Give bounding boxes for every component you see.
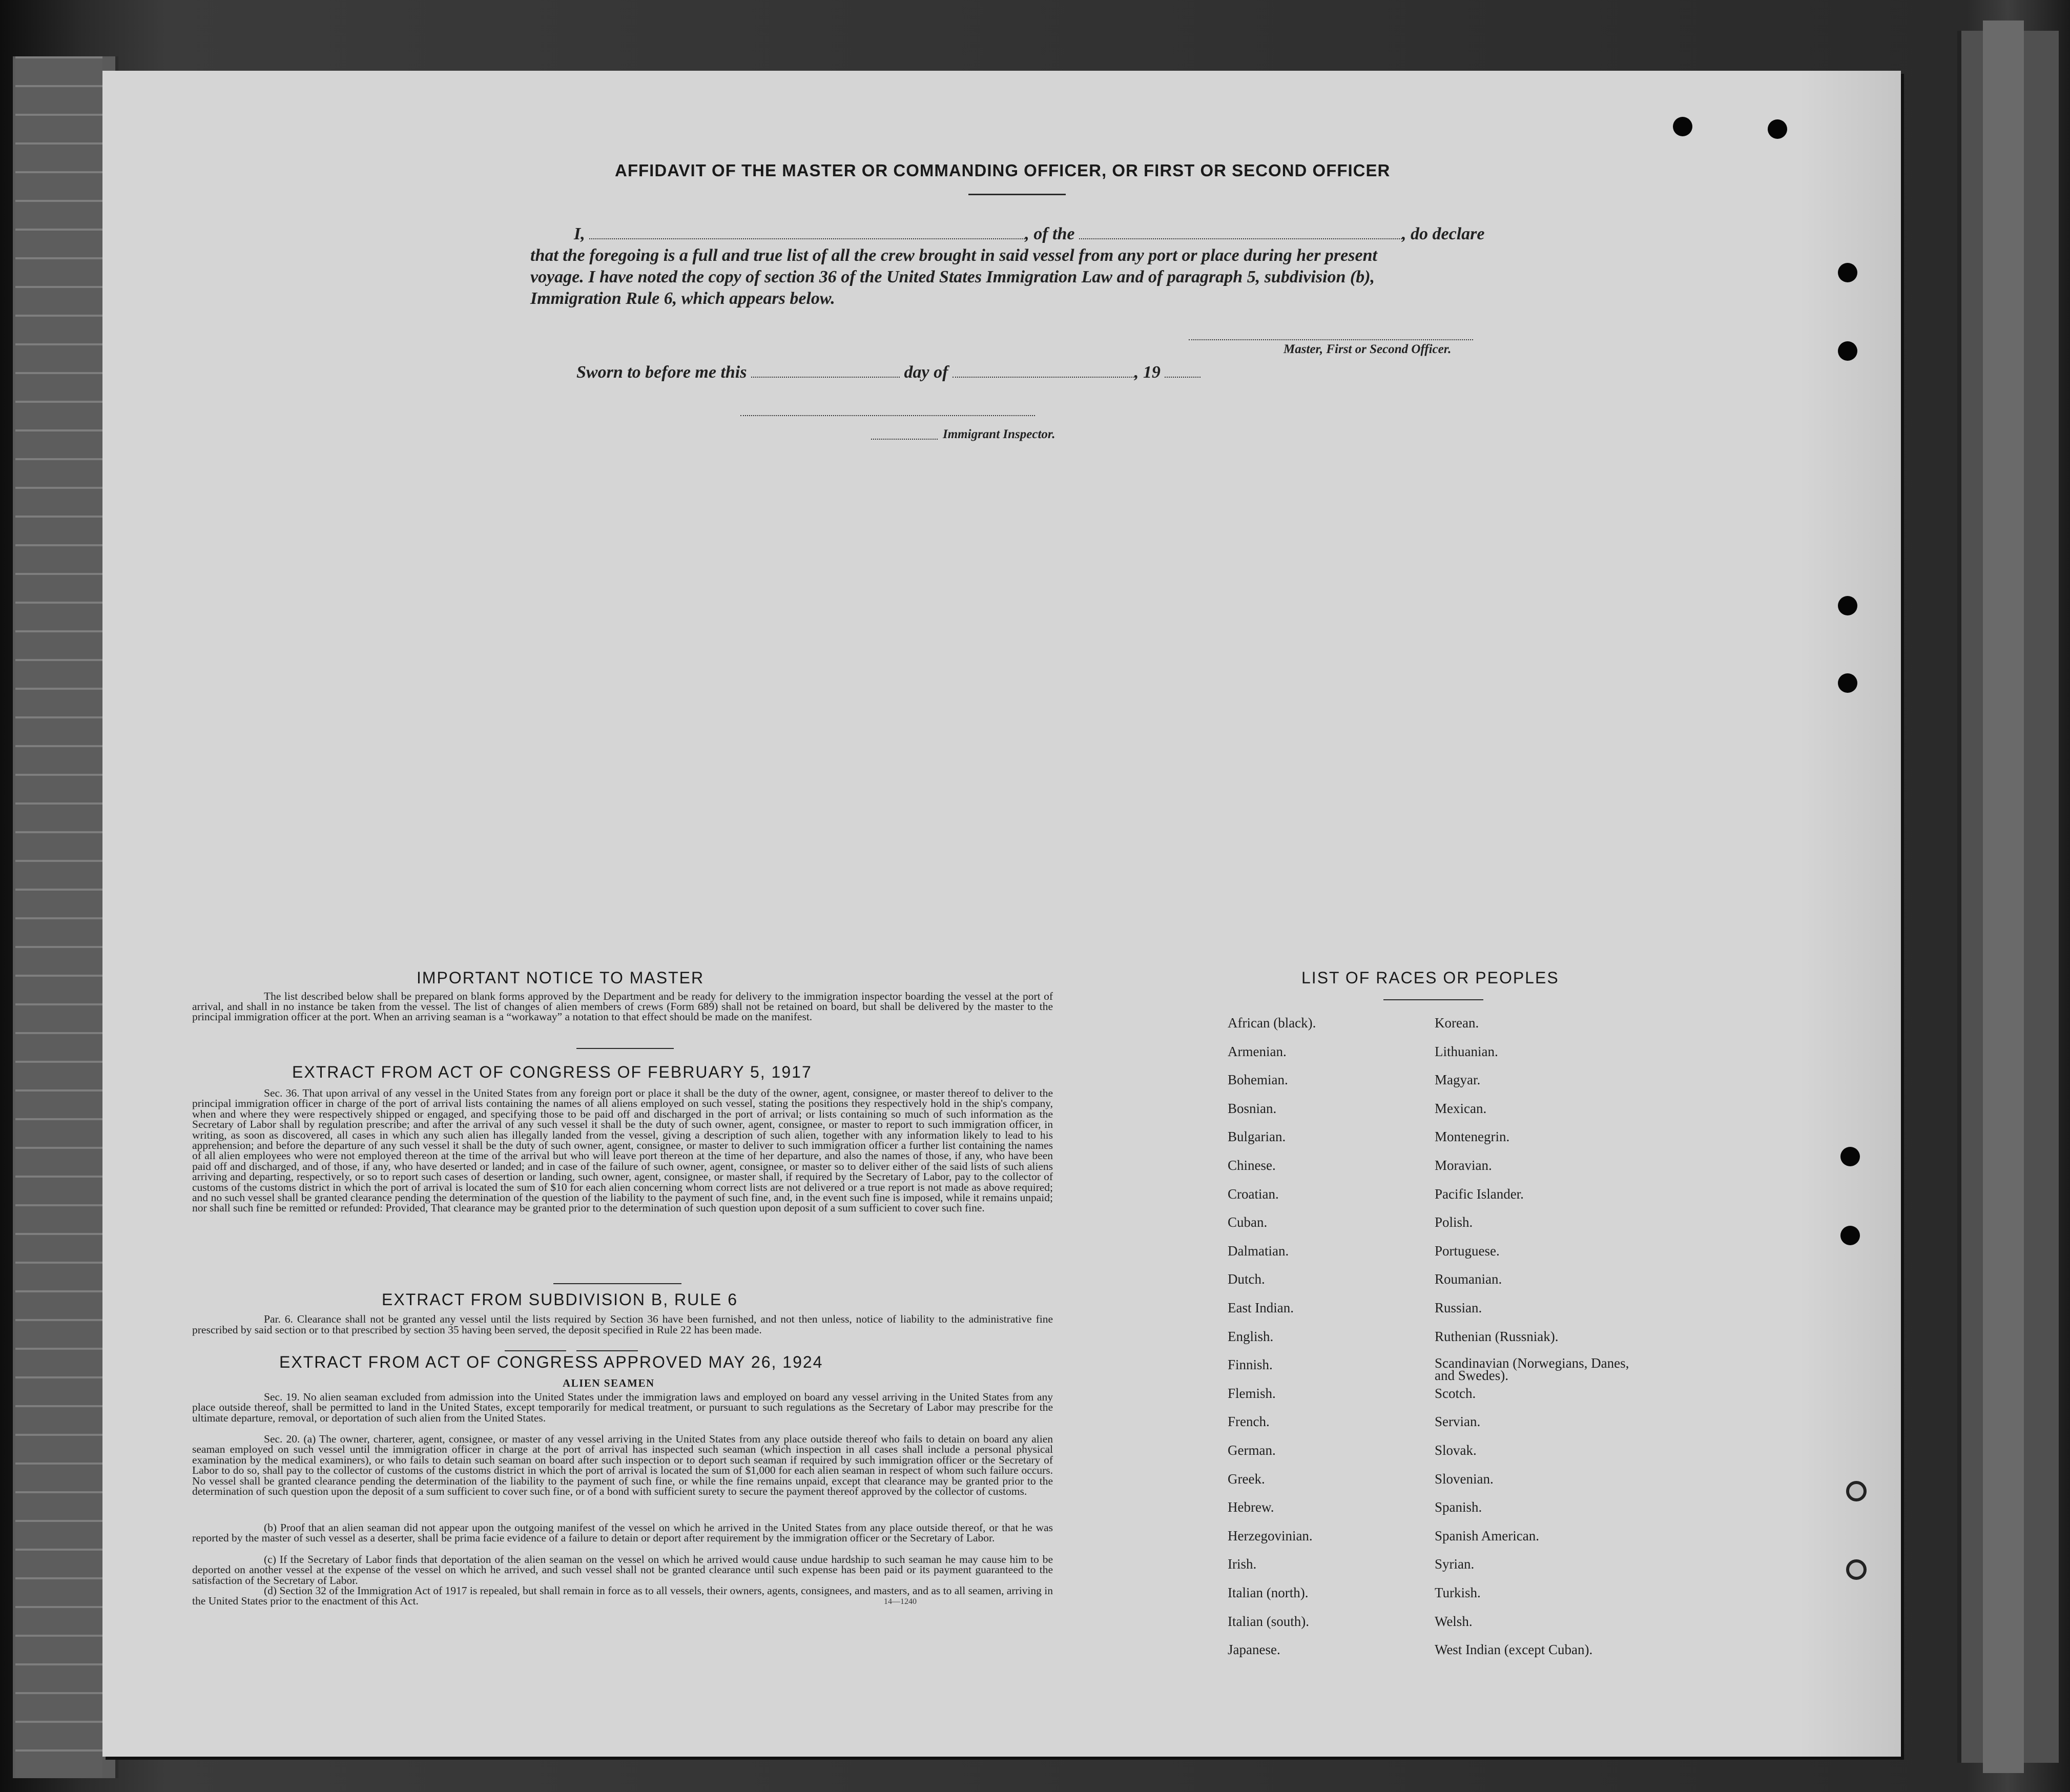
- affidavit-line-1: [574, 224, 1484, 244]
- extract-1924-title: EXTRACT FROM ACT OF CONGRESS APPROVED MAY 26, 1924: [279, 1353, 823, 1371]
- race-item: Russian.: [1435, 1300, 1482, 1315]
- race-item: Slovak.: [1435, 1443, 1477, 1458]
- race-item: Korean.: [1435, 1015, 1479, 1031]
- extract-1917-text: Sec. 36. That upon arrival of any vessel in the United States from any foreign port or place it shall be the duty of the owner, agent, consignee, or master thereof to deliver to the principal immigration officer in charge of the port of arrival lists containing the names of all aliens employed on such vessel, stating the positions they respectively hold in the ship's company, when and where they were respectively shipped or engaged, and specifying those to be paid off and discharged in the port of arrival; or lists containing so much of such information as the Secretary of Labor shall by regulation prescribe; and after the arrival of any such vessel it shall be the duty of such owner, agent, consignee, or master to report to such immigration officer, in writing, as soon as discovered, all cases in which any such alien has illegally landed from the vessel, giving a description of such alien, together with any information likely to lead to his apprehension; and before the departure of any such vessel it shall be the duty of such owner, agent, consignee, or master to deliver to such immigration officer a further list containing the names of all alien employees who were not employed thereon at the time of the arrival but who will leave port thereon at the time of her departure, and also the names of those, if any, who have been paid off and discharged, and of those, if any, who have deserted or landed; and in case of the failure of such owner, agent, consignee, or master so to deliver either of the said lists of such aliens arriving and departing, respectively, or so to report such cases of desertion or landing, such owner, agent, consignee, or master shall, if required by the Secretary of Labor, pay to the collector of customs of the customs district in which the port of arrival is located the sum of $10 for each alien concerning whom correct lists are not delivered or a true report is not made as above required; and no such vessel shall be granted clearance pending the determination of the question of the liability to the payment of such fine, and, in the event such fine is imposed, while it remains unpaid; nor shall such fine be remitted or refunded: Provided, That clearance may be granted prior to the determination of such question upon deposit of a sum sufficient to cover such fine.: [192, 1087, 1053, 1214]
- race-item: Dutch.: [1228, 1271, 1265, 1287]
- race-item: Cuban.: [1228, 1214, 1268, 1230]
- race-item: Magyar.: [1435, 1072, 1481, 1088]
- extract-rule6-text: Par. 6. Clearance shall not be granted any vessel until the lists required by Section 36 have been furnished, and not then unless, notice of liability to the administrative fine prescribed by said section or to that prescribed by section 35 having been served, the deposit specified in Rule 22 has been made.: [192, 1313, 1053, 1336]
- notice-text: The list described below shall be prepared on blank forms approved by the Department and be ready for delivery to the immigration inspector boarding the vessel at the port of arrival, and shall in no instance be taken from the vessel. The list of changes of alien members of crews (Form 689) shall not be retained on board, but shall be delivered by the master to the principal immigration officer at the port. When an arriving seaman is a “workaway” a notation to that effect should be made on the manifest.: [192, 990, 1053, 1023]
- sec20b-text: (b) Proof that an alien seaman did not appear upon the outgoing manifest of the vessel on which he arrived in the United States from any place outside thereof, or that he was reported by the master of such vessel as a deserter, shall be prima facie evidence of a failure to detain or deport after requirement by the immigration officer or the Secretary of Labor.: [192, 1521, 1053, 1544]
- race-item: Bohemian.: [1228, 1072, 1288, 1088]
- inspector-caption-lead: [871, 439, 938, 440]
- page-shadow: [1798, 71, 1901, 1757]
- extract-1917-title: EXTRACT FROM ACT OF CONGRESS OF FEBRUARY 5, 1917: [292, 1063, 812, 1081]
- inspector-signature-line[interactable]: [740, 415, 1035, 416]
- race-item: Irish.: [1228, 1556, 1257, 1572]
- race-item: Finnish.: [1228, 1357, 1273, 1373]
- race-item: Chinese.: [1228, 1158, 1276, 1173]
- race-item: Pacific Islander.: [1435, 1186, 1524, 1202]
- sec20c-text: (c) If the Secretary of Labor finds that deportation of the alien seaman on the vessel on which he arrived would cause undue hardship to such seaman he may cause him to be deported on another vessel at the expense of the vessel on which he arrived, and such vessel shall not be granted clearance until such expense has been paid or its payment guaranteed to the satisfaction of the Secretary of Labor.: [192, 1553, 1053, 1587]
- sec19-text: Sec. 19. No alien seaman excluded from admission into the United States under the immigration laws and employed on board any vessel arriving in the United States from any place outside thereof, shall be permitted to land in the United States, except temporarily for medical treatment, or pursuant to such regulations as the Secretary of Labor may prescribe for the ultimate departure, removal, or deportation of such alien from the United States.: [192, 1391, 1053, 1424]
- punch-hole-icon: [1838, 263, 1857, 282]
- punch-hole-icon: [1838, 596, 1857, 615]
- punch-hole-icon: [1838, 673, 1857, 693]
- race-item: Japanese.: [1228, 1642, 1280, 1658]
- master-signature-caption: Master, First or Second Officer.: [1284, 342, 1452, 356]
- sworn-line: [576, 363, 1200, 382]
- race-item: French.: [1228, 1414, 1270, 1430]
- punch-hole-icon: [1846, 1559, 1867, 1580]
- affidavit-line-3: voyage. I have noted the copy of section 36 of the United States Immigration Law and of paragraph 5, subdivision (b),: [530, 267, 1375, 286]
- sworn-month-field[interactable]: [953, 372, 1134, 378]
- extract-rule6-rule-right: [576, 1350, 638, 1351]
- race-item: East Indian.: [1228, 1300, 1294, 1315]
- vessel-name-field[interactable]: [1079, 233, 1402, 239]
- race-item: Ruthenian (Russniak).: [1435, 1328, 1559, 1344]
- race-item: Portuguese.: [1435, 1243, 1500, 1259]
- punch-hole-icon: [1846, 1481, 1867, 1501]
- race-item: Lithuanian.: [1435, 1043, 1498, 1059]
- race-item: Scandinavian (Norwegians, Danes, and Swedes).: [1435, 1355, 1629, 1384]
- master-signature-line[interactable]: [1189, 339, 1473, 340]
- race-item: Bulgarian.: [1228, 1129, 1286, 1145]
- master-name-field[interactable]: [589, 233, 1025, 239]
- race-item: African (black).: [1228, 1015, 1316, 1031]
- affidavit-line-4: Immigration Rule 6, which appears below.: [530, 289, 835, 308]
- race-item: Italian (south).: [1228, 1613, 1309, 1629]
- affidavit-line-2: that the foregoing is a full and true list of all the crew brought in said vessel from any port or place during her present: [530, 246, 1377, 265]
- affidavit-declare-label: , do declare: [1402, 224, 1485, 243]
- race-item: Roumanian.: [1435, 1271, 1502, 1287]
- race-item: Flemish.: [1228, 1385, 1276, 1401]
- sworn-year-label: , 19: [1134, 363, 1161, 382]
- race-item: Welsh.: [1435, 1613, 1473, 1629]
- sec20d-text: (d) Section 32 of the Immigration Act of 1917 is repealed, but shall remain in force as to all vessels, their owners, agents, consignees, and masters, and as to all seamen, arriving in the United States prior to the enactment of this Act.: [192, 1584, 1053, 1608]
- race-item: Turkish.: [1435, 1585, 1481, 1600]
- sworn-year-field[interactable]: [1165, 372, 1200, 378]
- race-item: Armenian.: [1228, 1043, 1287, 1059]
- race-item: German.: [1228, 1443, 1276, 1458]
- extract-1917-rule: [553, 1283, 681, 1284]
- sec20a-text: Sec. 20. (a) The owner, charterer, agent, consignee, or master of any vessel arriving in the United States from any place outside thereof who fails to detain on board any alien seaman employed on such vessel until the immigration officer in charge at the port of arrival has inspected such seaman (which inspection in all cases shall include a personal physical examination by the medical examiners), or who fails to detain such seaman on board after such inspection or to deport such seaman if required by such immigration officer or the Secretary of Labor to do so, shall pay to the collector of customs of the customs district in which the port of arrival is located the sum of $1,000 for each alien seaman in respect of whom such failure occurs. No vessel shall be granted clearance pending the determination of the liability to the payment of such fine, or while the fine remains unpaid, except that clearance may be granted prior to the determination of such question upon the deposit of a sum sufficient to cover such fine, or of a bond with sufficient surety to secure the payment thereof approved by the collector of customs.: [192, 1433, 1053, 1498]
- inspector-signature-caption: Immigrant Inspector.: [943, 427, 1055, 441]
- affidavit-i-label: I,: [574, 224, 585, 243]
- extract-rule6-rule-left: [505, 1350, 566, 1351]
- race-item: Greek.: [1228, 1471, 1265, 1487]
- affidavit-of-the-label: , of the: [1025, 224, 1075, 243]
- sworn-day-of-label: day of: [904, 363, 948, 382]
- sworn-before-label: Sworn to before me this: [576, 363, 747, 382]
- manifest-page: [102, 71, 1901, 1757]
- punch-hole-icon: [1840, 1147, 1860, 1166]
- punch-hole-icon: [1768, 119, 1787, 139]
- race-item: Dalmatian.: [1228, 1243, 1289, 1259]
- affidavit-title: AFFIDAVIT OF THE MASTER OR COMMANDING OFFICER, OR FIRST OR SECOND OFFICER: [615, 161, 1391, 180]
- race-item: Montenegrin.: [1435, 1129, 1510, 1145]
- binder-left-ruled-pages: [15, 56, 102, 1778]
- binder-right-pages: [1983, 20, 2024, 1773]
- race-item: Italian (north).: [1228, 1585, 1309, 1600]
- race-item: Polish.: [1435, 1214, 1473, 1230]
- races-title: LIST OF RACES OR PEOPLES: [1301, 969, 1559, 987]
- race-item: Servian.: [1435, 1414, 1481, 1430]
- race-item: Spanish.: [1435, 1499, 1482, 1515]
- race-item: Herzegovinian.: [1228, 1528, 1313, 1543]
- race-item: Mexican.: [1435, 1100, 1487, 1116]
- race-item: Slovenian.: [1435, 1471, 1494, 1487]
- notice-title: IMPORTANT NOTICE TO MASTER: [417, 969, 705, 987]
- punch-hole-icon: [1840, 1226, 1860, 1245]
- race-item: Croatian.: [1228, 1186, 1279, 1202]
- race-item: West Indian (except Cuban).: [1435, 1642, 1593, 1658]
- sworn-day-field[interactable]: [751, 372, 900, 378]
- notice-rule: [576, 1048, 674, 1049]
- race-item: Spanish American.: [1435, 1528, 1539, 1543]
- race-item: Syrian.: [1435, 1556, 1475, 1572]
- races-title-rule: [1383, 999, 1483, 1000]
- race-item: English.: [1228, 1328, 1274, 1344]
- race-item: Moravian.: [1435, 1158, 1492, 1173]
- punch-hole-icon: [1673, 117, 1692, 136]
- alien-seamen-subtitle: ALIEN SEAMEN: [563, 1377, 655, 1389]
- race-item: Hebrew.: [1228, 1499, 1274, 1515]
- race-item: Bosnian.: [1228, 1100, 1277, 1116]
- affidavit-title-rule: [968, 194, 1066, 195]
- punch-hole-icon: [1838, 341, 1857, 361]
- race-item: Scotch.: [1435, 1385, 1476, 1401]
- extract-rule6-title: EXTRACT FROM SUBDIVISION B, RULE 6: [382, 1290, 738, 1309]
- form-number: 14—1240: [884, 1597, 917, 1606]
